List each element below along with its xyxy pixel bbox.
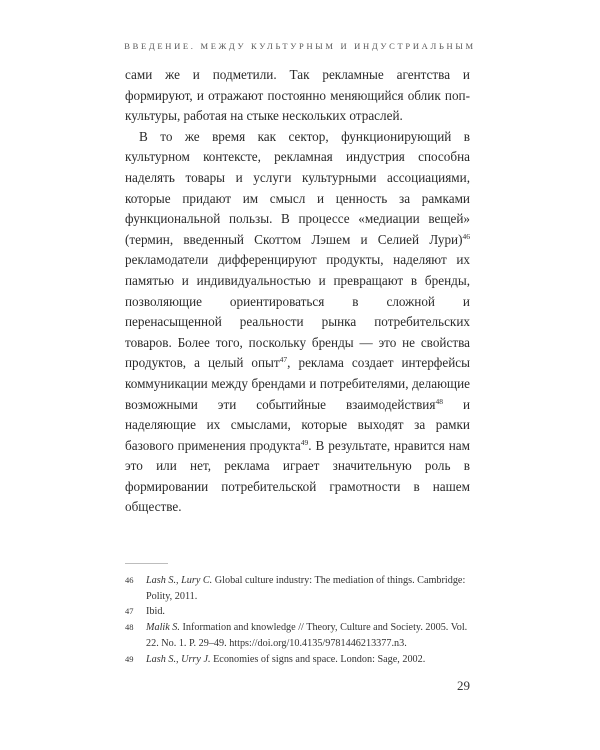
body-text <box>125 65 470 518</box>
paragraph-segment: . В результате, нравится нам это или нет, реклама играет значительную роль в формировании потребительской грамотности в нашем обществе. <box>125 437 470 515</box>
footnote-author: Lash S., Urry J. <box>146 653 211 665</box>
footnote-reference[interactable]: 46 <box>462 231 470 241</box>
footnote <box>125 620 475 651</box>
paragraph-segment: рекламодатели дифференцируют продукты, наделяют их памятью и индивидуальностью и превращают в бренды, позволяющие ориентироваться в сложной и перенасыщенной реальности рынка потребительских товаров. Более того, поскольку бренды — это не свойства продуктов, а целый опыт <box>125 252 470 371</box>
footnote <box>125 604 475 620</box>
footnote-divider <box>125 563 168 564</box>
footnote-reference[interactable]: 48 <box>435 396 443 406</box>
footnote-author: Malik S. <box>146 622 180 634</box>
footnote-number: 49 <box>125 653 134 664</box>
footnote-reference[interactable]: 47 <box>279 355 288 365</box>
paragraph-main <box>125 127 470 518</box>
footnote-text: Economies of signs and space. London: Sage, 2002. <box>210 653 426 665</box>
footnote-reference[interactable]: 49 <box>300 437 309 447</box>
footnote-number: 48 <box>125 622 134 633</box>
page-number: 29 <box>457 678 470 693</box>
paragraph-continuation: сами же и подметили. Так рекламные агентства и формируют, и отражают постоянно меняющийся облик поп-культуры, работая на стыке нескольких отраслей. <box>125 67 470 124</box>
paragraph-segment: , реклама создает интерфейсы коммуникации между брендами и потребителями, делающие возможными эти событийные взаимодействия <box>125 355 470 412</box>
running-header: ВВЕДЕНИЕ. МЕЖДУ КУЛЬТУРНЫМ И ИНДУСТРИАЛЬНЫМ <box>124 41 476 51</box>
footnote-text: Information and knowledge // Theory, Culture and Society. 2005. Vol. 22. No. 1. P. 29–49. https://doi.org/10.4135/9781446213377.n3. <box>146 622 468 649</box>
paragraph-segment: В то же время как сектор, функционирующий в культурном контексте, рекламная индустрия способна наделять товары и услуги культурными ассоциациями, которые придают им смысл и ценность за рамками функциональной пользы. В процессе «медиации вещей» (термин, введенный Скоттом Лэшем и Селией Лури) <box>125 128 470 247</box>
footnote-number: 47 <box>125 606 134 617</box>
footnote-text: Global culture industry: The mediation of things. Cambridge: Polity, 2011. <box>146 575 466 602</box>
footnote-text: Ibid. <box>146 606 165 618</box>
footnote <box>125 652 475 668</box>
paragraph-segment: и наделяющие их смыслами, которые выходят за рамки базового применения продукта <box>125 396 470 453</box>
footnote-number: 46 <box>125 575 134 585</box>
footnote-author: Lash S., Lury C. <box>146 575 213 586</box>
footnotes <box>125 573 475 667</box>
footnote <box>125 573 475 604</box>
